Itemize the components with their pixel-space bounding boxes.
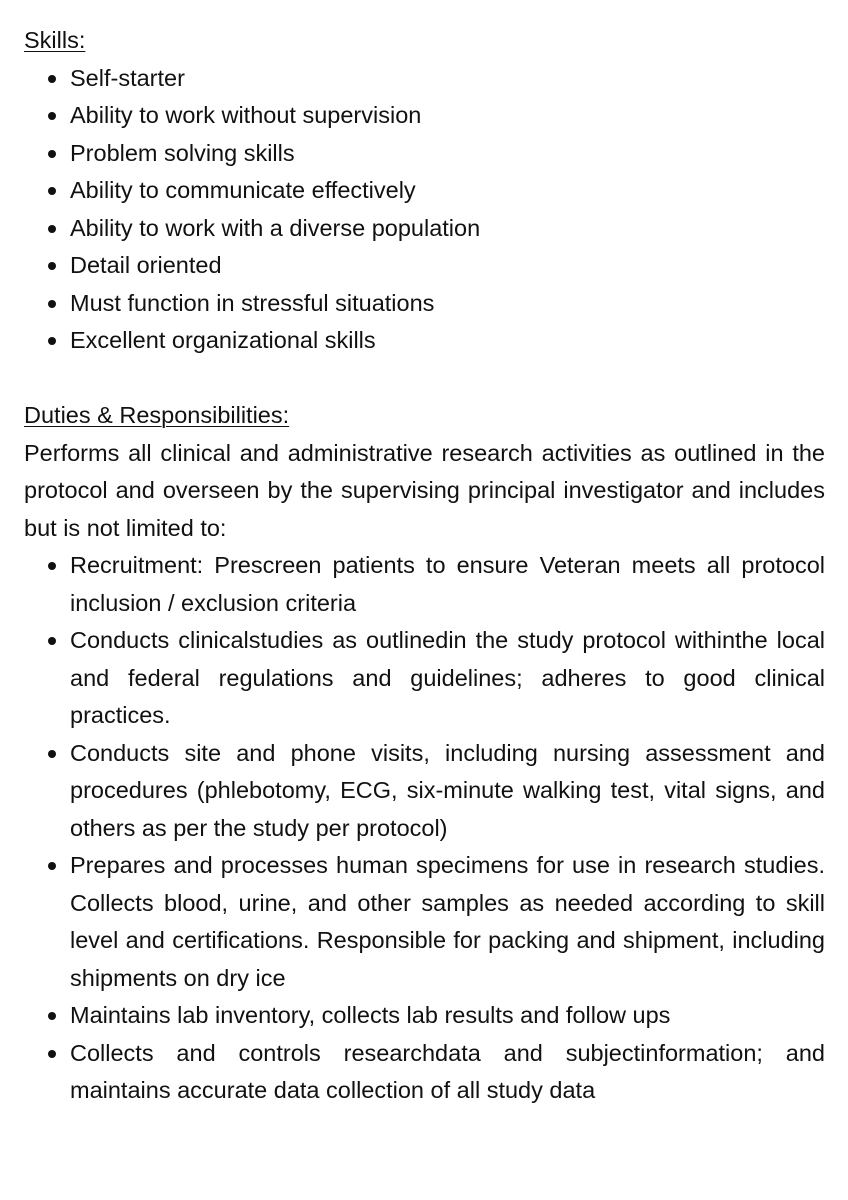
list-item: Detail oriented: [24, 247, 825, 285]
list-item: Collects and controls researchdata and subjectinformation; and maintains accurate data collection of all study data: [24, 1035, 825, 1110]
document-page: [24, 22, 825, 1110]
list-item: Self-starter: [24, 60, 825, 98]
list-item: Prepares and processes human specimens for use in research studies. Collects blood, urine, and other samples as needed according to skill level and certifications. Responsible for packing and shipment, including shipments on dry ice: [24, 847, 825, 997]
skills-heading: Skills:: [24, 27, 86, 53]
list-item: Conducts clinicalstudies as outlinedin the study protocol withinthe local and federal regulations and guidelines; adheres to good clinical practices.: [24, 622, 825, 735]
list-item: Ability to work without supervision: [24, 97, 825, 135]
list-item: Ability to work with a diverse population: [24, 210, 825, 248]
list-item: Maintains lab inventory, collects lab results and follow ups: [24, 997, 825, 1035]
list-item: Conducts site and phone visits, including nursing assessment and procedures (phlebotomy, ECG, six-minute walking test, vital signs, and others as per the study per protocol): [24, 735, 825, 848]
section-spacer: [24, 360, 825, 398]
duties-heading: Duties & Responsibilities:: [24, 402, 290, 428]
duties-intro: Performs all clinical and administrative research activities as outlined in the protocol and overseen by the supervising principal investigator and includes but is not limited to:: [24, 439, 825, 541]
list-item: Must function in stressful situations: [24, 285, 825, 323]
skills-list: [24, 60, 825, 360]
list-item: Problem solving skills: [24, 135, 825, 173]
list-item: Ability to communicate effectively: [24, 172, 825, 210]
duties-list: [24, 547, 825, 1110]
list-item: Recruitment: Prescreen patients to ensure Veteran meets all protocol inclusion / exclusion criteria: [24, 547, 825, 622]
list-item: Excellent organizational skills: [24, 322, 825, 360]
